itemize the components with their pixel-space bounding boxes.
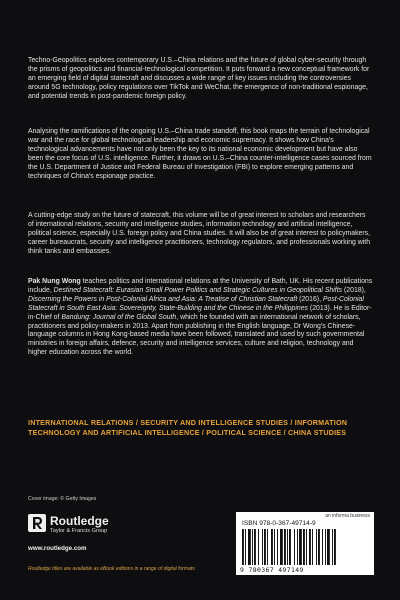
- book-title: Post-Colonial Statecraft in South East Asia: Sovereignty, State-Building and the Chinese in the Philippines: [28, 295, 364, 312]
- barcode-bar: [242, 529, 244, 565]
- barcode-bar: [325, 529, 326, 565]
- barcode-bar: [248, 529, 251, 565]
- author-name: Pak Nung Wong: [28, 278, 81, 285]
- publisher-url: www.routledge.com: [28, 545, 87, 552]
- author-bio: [28, 278, 373, 358]
- barcode-digits: 9 780367 497149: [240, 566, 304, 574]
- bio-text: (2016),: [297, 295, 323, 303]
- barcode-bar: [327, 529, 330, 565]
- barcode-bar: [294, 529, 295, 565]
- barcode-bar: [297, 529, 298, 565]
- blurb-text: A cutting-edge study on the future of statecraft, this volume will be of great interest to scholars and researchers of international relations, security and intelligence studies, information technology and artificial intelligence, political science, especially U.S. foreign policy and China studies. It will also be of great interest to policymakers, career bureaucrats, security and intelligence practitioners, technology regulators, and professionals working with think tanks and embassies.: [28, 212, 371, 255]
- barcode-bar: [306, 529, 307, 565]
- bio-text: (2013). He is Editor-in-Chief of: [28, 304, 372, 321]
- barcode-bar: [318, 529, 320, 565]
- barcode-bar: [254, 529, 256, 565]
- book-title: Discerning the Powers in Post-Colonial Africa and Asia: A Treatise of Christian Statecraft: [28, 295, 298, 303]
- barcode-bar: [312, 529, 313, 565]
- barcode-bar: [299, 529, 302, 565]
- ebook-note: Routledge titles are available as eBook editions in a range of digital formats: [28, 566, 195, 572]
- barcode-bar: [332, 529, 333, 565]
- blurb-text: Analysing the ramifications of the ongoing U.S.–China trade standoff, this book maps the terrain of technological war and the race for global technological leadership and economic supremacy. It shows how China's technological advancements have not only been the key to its national economic development but have also been the core focus of U.S. intelligence. Further, it draws on U.S.–China counter-intelligence cases sourced from the U.S. Department of Justice and Federal Bureau of Investigation (FBI) to explore emerging patterns and techniques of China's espionage practice.: [28, 128, 372, 180]
- barcode-bar: [322, 529, 323, 565]
- blurb-paragraph-2: [28, 128, 373, 181]
- barcode-bar: [274, 529, 275, 565]
- routledge-r-icon: [28, 514, 46, 532]
- isbn-number: ISBN 978-0-367-49714-9: [242, 520, 316, 527]
- blurb-text: Techno-Geopolitics explores contemporary U.S.–China relations and the future of global cyber-security through the prisms of geopolitics and financial-technological competition. It puts forward a new conceptual framework for an emerging field of digital statecraft and discusses a wide range of key issues including the controversies around 5G technology, policy regulations over TikTok and WeChat, the emergence of non-traditional espionage, and potential trends in post-pandemic foreign policy.: [28, 57, 370, 100]
- barcode-bar: [316, 529, 317, 565]
- barcode-bar: [245, 529, 246, 565]
- barcode-bar: [277, 529, 278, 565]
- bio-text: , which he founded with an international network of scholars, practitioners and policy-makers in 2013. Apart from publishing in the English language, Dr Wong's Chinese-language columns in Hong Kong-based media have been followed, translated and used by such governmental ministries in foreign affairs, defence, security and intelligence services, culture and religion, technology and higher education across the world.: [28, 313, 365, 357]
- barcode-bar: [284, 529, 286, 565]
- bio-text: (2018),: [342, 286, 366, 294]
- barcode-bar: [252, 529, 253, 565]
- barcode-bar: [258, 529, 259, 565]
- barcode-bar: [262, 529, 263, 565]
- publisher-logo: [28, 513, 158, 557]
- barcode-bar: [280, 529, 283, 565]
- publisher-group: Taylor & Francis Group: [50, 528, 108, 534]
- subject-categories: INTERNATIONAL RELATIONS / SECURITY AND INTELLIGENCE STUDIES / INFORMATION TECHNOLOGY AND ARTIFICIAL INTELLIGENCE / POLITICAL SCIENCE / CHINA STUDIES: [28, 418, 348, 437]
- barcode-bar: [289, 529, 291, 565]
- barcode-bar: [287, 529, 288, 565]
- barcode-bar: [334, 529, 336, 565]
- barcode-bar: [264, 529, 266, 565]
- barcode-graphic: [242, 529, 368, 565]
- informa-tagline: an informa business: [325, 513, 370, 519]
- cover-image-credit: Cover image: © Getty Images: [28, 496, 97, 502]
- journal-title: Bandung: Journal of the Global South: [61, 313, 177, 321]
- barcode-bar: [309, 529, 311, 565]
- publisher-name: Routledge: [50, 514, 109, 528]
- blurb-paragraph-3: [28, 212, 373, 257]
- isbn-barcode-box: [236, 512, 374, 575]
- barcode-bar: [267, 529, 268, 565]
- blurb-paragraph-1: [28, 57, 373, 102]
- bio-text: teaches politics and international relations at the University of Bath, UK. His recent publications include,: [28, 278, 373, 294]
- barcode-bar: [271, 529, 273, 565]
- barcode-bar: [303, 529, 305, 565]
- book-title: Destined Statecraft: Eurasian Small Power Politics and Strategic Cultures in Geopolitical Shifts: [53, 286, 343, 294]
